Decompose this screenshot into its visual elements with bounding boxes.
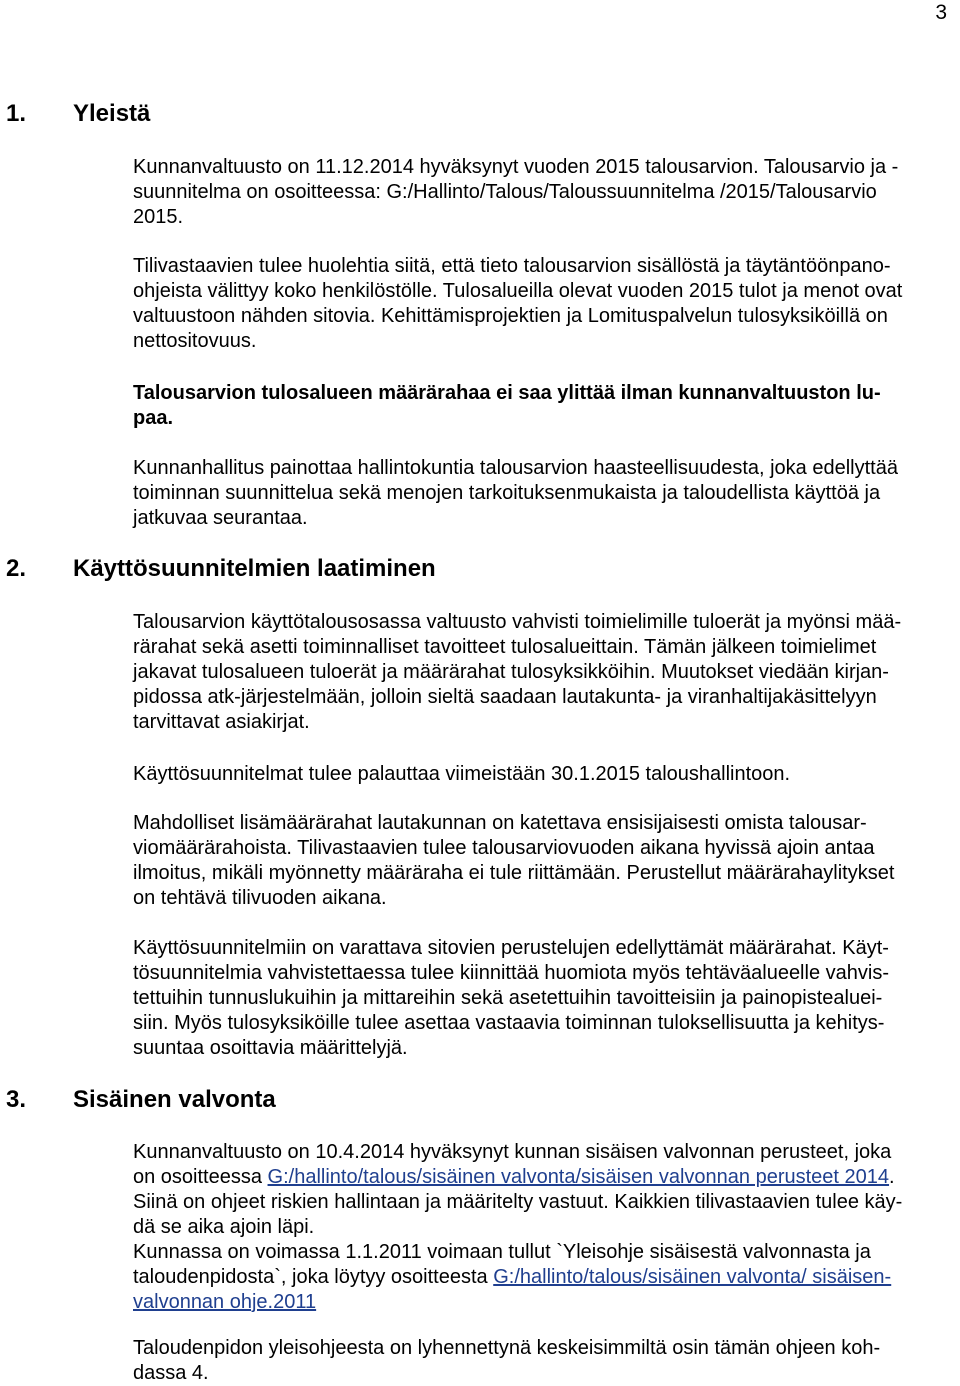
text-line: suunnitelma on osoitteessa: G:/Hallinto/Talous/Taloussuunnitelma /2015/Talousarvio [133, 181, 877, 203]
text-line: Siinä on ohjeet riskien hallintaan ja määritelty vastuut. Kaikkien tilivastaavien tulee käy- [133, 1191, 903, 1213]
text-line: Käyttösuunnitelmat tulee palauttaa viimeistään 30.1.2015 taloushallintoon. [133, 763, 791, 785]
section-title: Käyttösuunnitelmien laatiminen [73, 555, 436, 582]
text-line: valtuustoon nähden sitovia. Kehittämisprojektien ja Lomituspalvelun tulosyksiköillä on [133, 305, 888, 327]
text-line: ohjeista välittyy koko henkilöstölle. Tulosalueilla olevat vuoden 2015 tulot ja menot ovat [133, 280, 903, 302]
paragraph-binding-reasons [133, 936, 960, 1061]
text-line: paa. [133, 407, 174, 429]
section-title: Yleistä [73, 100, 151, 127]
section-title: Sisäinen valvonta [73, 1086, 276, 1113]
text-line: Talousarvion tulosalueen määrärahaa ei saa ylittää ilman kunnanvaltuuston lu- [133, 382, 881, 404]
text-line: ilmoitus, mikäli myönnetty määräraha ei tule riittämään. Perustellut määrärahaylitykset [133, 862, 895, 884]
text-line: Taloudenpidon yleisohjeesta on lyhennettynä keskeisimmiltä osin tämän ohjeen koh- [133, 1337, 881, 1359]
section-number: 3. [6, 1086, 27, 1113]
internal-control-principles-link[interactable]: G:/hallinto/talous/sisäinen valvonta/sisäisen valvonnan perusteet 2014 [267, 1166, 890, 1188]
text-line: Tilivastaavien tulee huolehtia siitä, että tieto talousarvion sisällöstä ja täytäntöönpano- [133, 255, 891, 277]
paragraph-budget-approval [133, 155, 960, 230]
text-line: jakavat tulosalueen tuloerät ja määrärahat tulosyksikköihin. Muutokset viedään kirjan- [133, 661, 889, 683]
text-line: Kunnanvaltuusto on 11.12.2014 hyväksynyt vuoden 2015 talousarvion. Talousarvio ja - [133, 156, 899, 178]
paragraph-board-emphasis [133, 456, 960, 531]
text-line [133, 1265, 960, 1290]
paragraph-appropriation-warning [133, 381, 960, 431]
text-line: 2015. [133, 206, 184, 228]
text-line: viomäärärahoista. Tilivastaavien tulee talousarviovuoden aikana hyvissä ajoin antaa [133, 837, 875, 859]
text-line: Kunnassa on voimassa 1.1.2011 voimaan tullut `Yleisohje sisäisestä valvonnasta ja [133, 1241, 871, 1263]
internal-control-guide-link-continued[interactable]: valvonnan ohje.2011 [133, 1291, 317, 1313]
paragraph-operating-budget [133, 610, 960, 735]
paragraph-additional-appropriations [133, 811, 960, 911]
text-line: Kunnanhallitus painottaa hallintokuntia talousarvion haasteellisuudesta, joka edellyttää [133, 457, 898, 479]
section-number: 1. [6, 100, 27, 127]
text-line: toiminnan suunnittelua sekä menojen tarkoituksenmukaista ja taloudellista käyttöä ja [133, 482, 881, 504]
text-line: jatkuvaa seurantaa. [133, 507, 308, 529]
text-fragment: on osoitteessa [133, 1166, 268, 1188]
text-line: tettuihin tunnuslukuihin ja mittareihin sekä asetettuihin tavoitteisiin ja painopistealuei- [133, 987, 883, 1009]
text-line [133, 1290, 960, 1315]
text-line: pidossa atk-järjestelmään, jolloin sieltä saadaan lautakunta- ja viranhaltijakäsittelyyn [133, 686, 877, 708]
text-line: rärahat sekä asetti toiminnalliset tavoitteet tulosalueittain. Tämän jälkeen toimielimet [133, 636, 877, 658]
paragraph-deadline [133, 762, 960, 787]
section-number: 2. [6, 555, 27, 582]
text-fragment: . [889, 1166, 895, 1188]
text-line: Kunnanvaltuusto on 10.4.2014 hyväksynyt kunnan sisäisen valvonnan perusteet, joka [133, 1141, 892, 1163]
paragraph-responsibilities [133, 254, 960, 354]
internal-control-guide-link[interactable]: G:/hallinto/talous/sisäinen valvonta/ sisäisen- [493, 1266, 892, 1288]
text-line: tarvittavat asiakirjat. [133, 711, 310, 733]
text-line [133, 1165, 960, 1190]
text-line: tösuunnitelmia vahvistettaessa tulee kiinnittää huomiota myös tehtäväalueelle vahvis- [133, 962, 889, 984]
text-line: dä se aika ajoin läpi. [133, 1216, 315, 1238]
text-line: Mahdolliset lisämäärärahat lautakunnan on katettava ensisijaisesti omista talousar- [133, 812, 867, 834]
text-line: dassa 4. [133, 1362, 209, 1384]
text-line: Talousarvion käyttötalousosassa valtuusto vahvisti toimielimille tuloerät ja myönsi mää- [133, 611, 902, 633]
text-fragment: taloudenpidosta`, joka löytyy osoitteesta [133, 1266, 494, 1288]
text-line: nettositovuus. [133, 330, 257, 352]
text-line: on tehtävä tilivuoden aikana. [133, 887, 387, 909]
text-line: Käyttösuunnitelmiin on varattava sitovien perustelujen edellyttämät määrärahat. Käyt- [133, 937, 889, 959]
text-line: siin. Myös tulosyksiköille tulee asettaa vastaavia toiminnan tuloksellisuutta ja kehitys- [133, 1012, 885, 1034]
paragraph-internal-control [133, 1140, 960, 1315]
text-line: suuntaa osoittavia määrittelyjä. [133, 1037, 408, 1059]
page-number: 3 [935, 1, 947, 24]
